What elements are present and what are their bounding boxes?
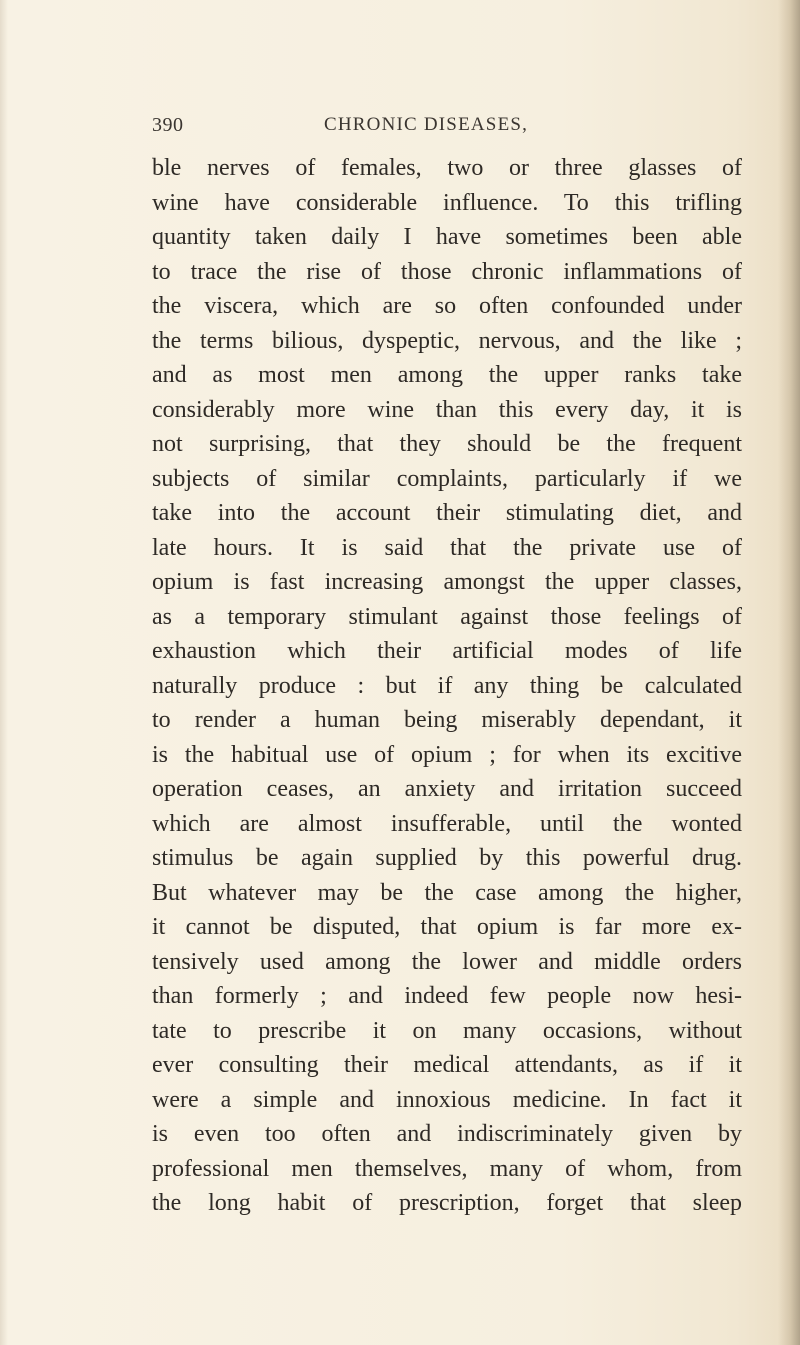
text-line: operation ceases, an anxiety and irritation succeed [152, 776, 742, 802]
text-line: is even too often and indiscriminately given by [152, 1121, 742, 1147]
text-line: tate to prescribe it on many occasions, without [152, 1017, 742, 1044]
text-line: the viscera, which are so often confounded under [152, 293, 742, 319]
text-line: it cannot be disputed, that opium is far more ex- [152, 914, 742, 940]
text-line: naturally produce : but if any thing be calculated [152, 672, 742, 699]
body-text [152, 151, 742, 1221]
text-line: to trace the rise of those chronic inflammations of [152, 258, 742, 285]
text-line: take into the account their stimulating diet, and [152, 500, 742, 526]
page-gutter-shadow [0, 0, 8, 1345]
text-line: which are almost insufferable, until the wonted [152, 810, 742, 837]
text-line: the terms bilious, dyspeptic, nervous, and the like ; [152, 327, 742, 354]
text-line: stimulus be again supplied by this powerful drug. [152, 845, 742, 871]
text-line: professional men themselves, many of whom, from [152, 1155, 742, 1182]
text-line: to render a human being miserably dependant, it [152, 707, 742, 733]
text-line: and as most men among the upper ranks take [152, 362, 742, 388]
text-line: considerably more wine than this every day, it is [152, 396, 742, 423]
text-line: not surprising, that they should be the frequent [152, 431, 742, 457]
text-line: ble nerves of females, two or three glasses of [152, 155, 742, 181]
text-line: quantity taken daily I have sometimes been able [152, 224, 742, 250]
text-line: late hours. It is said that the private use of [152, 534, 742, 561]
text-line: tensively used among the lower and middle orders [152, 948, 742, 975]
page-header [152, 114, 742, 144]
text-line: were a simple and innoxious medicine. In fact it [152, 1086, 742, 1113]
text-line: wine have considerable influence. To this trifling [152, 189, 742, 216]
running-head: CHRONIC DISEASES, [324, 114, 529, 135]
text-line: is the habitual use of opium ; for when its excitive [152, 741, 742, 768]
page-edge-shadow [778, 0, 800, 1345]
page-number: 390 [152, 114, 184, 136]
text-line: as a temporary stimulant against those feelings of [152, 603, 742, 630]
text-line: than formerly ; and indeed few people now hesi- [152, 983, 742, 1009]
text-line: subjects of similar complaints, particularly if we [152, 465, 742, 492]
text-line: But whatever may be the case among the higher, [152, 879, 742, 906]
text-line: ever consulting their medical attendants, as if it [152, 1052, 742, 1078]
text-line: the long habit of prescription, forget that sleep [152, 1190, 742, 1216]
text-line: exhaustion which their artificial modes of life [152, 638, 742, 664]
text-line: opium is fast increasing amongst the upper classes, [152, 569, 742, 595]
